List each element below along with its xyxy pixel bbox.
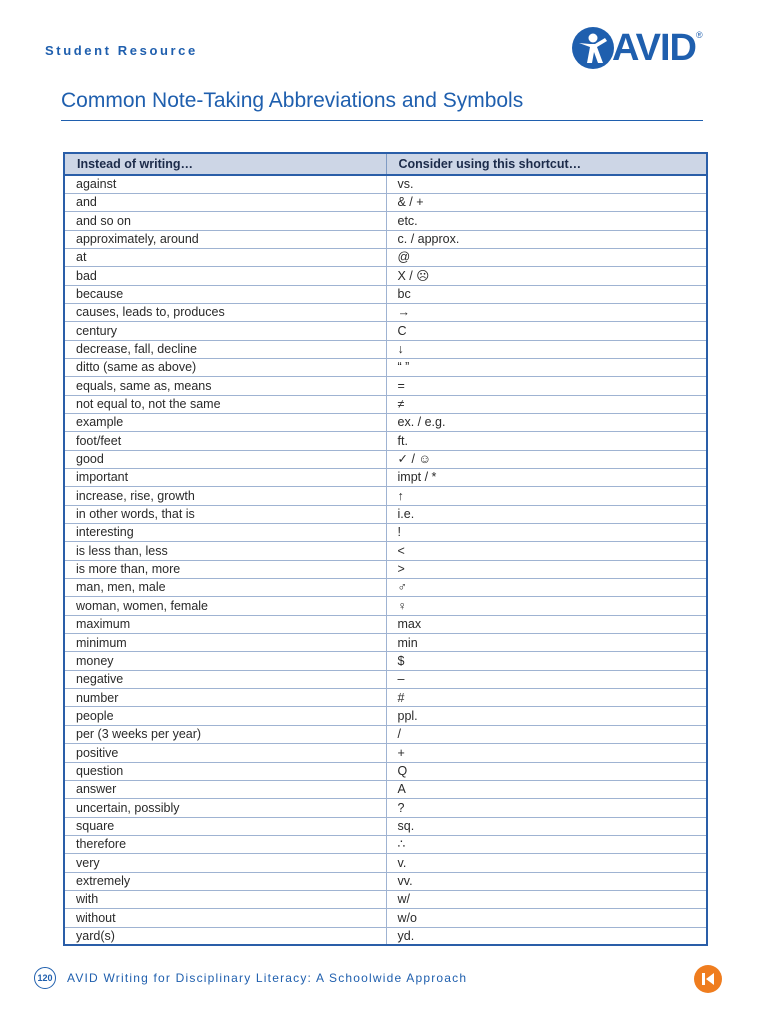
term-cell: interesting [64,524,386,542]
table-row [64,322,707,340]
shortcut-cell: ? [386,799,707,817]
table-row [64,835,707,853]
logo-wordmark: AVID [612,27,696,69]
table-row [64,542,707,560]
term-cell: approximately, around [64,230,386,248]
table-row [64,432,707,450]
term-cell: important [64,469,386,487]
term-cell: causes, leads to, produces [64,303,386,321]
shortcut-cell: – [386,670,707,688]
shortcut-cell: impt / * [386,469,707,487]
term-cell: with [64,890,386,908]
shortcut-cell: ↑ [386,487,707,505]
table-row [64,597,707,615]
term-cell: yard(s) [64,927,386,945]
table-row [64,212,707,230]
term-cell: and so on [64,212,386,230]
table-row [64,725,707,743]
term-cell: negative [64,670,386,688]
term-cell: question [64,762,386,780]
avid-figure-icon [570,25,616,71]
term-cell: money [64,652,386,670]
table-row [64,927,707,945]
shortcut-cell: vv. [386,872,707,890]
shortcut-cell: $ [386,652,707,670]
table-row [64,890,707,908]
term-cell: at [64,248,386,266]
table-row [64,872,707,890]
table-row [64,340,707,358]
term-cell: in other words, that is [64,505,386,523]
shortcut-cell: # [386,689,707,707]
table-row [64,413,707,431]
table-row [64,248,707,266]
term-cell: century [64,322,386,340]
shortcut-cell: min [386,634,707,652]
shortcut-cell: & / + [386,193,707,211]
term-cell: is more than, more [64,560,386,578]
shortcut-cell: / [386,725,707,743]
term-cell: man, men, male [64,579,386,597]
table-row [64,175,707,193]
shortcut-cell: vs. [386,175,707,193]
column-header-shortcut: Consider using this shortcut… [386,153,707,175]
shortcut-cell: ♂ [386,579,707,597]
table-row [64,744,707,762]
shortcut-cell: ♀ [386,597,707,615]
column-header-instead: Instead of writing… [64,153,386,175]
shortcut-cell: → [386,303,707,321]
term-cell: very [64,854,386,872]
table-row [64,670,707,688]
page-number-badge: 120 [34,967,56,989]
term-cell: minimum [64,634,386,652]
abbreviations-table [63,152,708,946]
shortcut-cell: < [386,542,707,560]
table-row [64,615,707,633]
shortcut-cell: sq. [386,817,707,835]
table-header-row [64,153,707,175]
table-row [64,303,707,321]
term-cell: people [64,707,386,725]
table-row [64,634,707,652]
shortcut-cell: max [386,615,707,633]
table-row [64,450,707,468]
section-label: Student Resource [45,43,198,58]
footer-title: AVID Writing for Disciplinary Literacy: A Schoolwide Approach [67,971,468,985]
term-cell: without [64,909,386,927]
term-cell: because [64,285,386,303]
table-row [64,817,707,835]
table-row [64,909,707,927]
page-title: Common Note-Taking Abbreviations and Symbols [61,89,524,112]
term-cell: maximum [64,615,386,633]
term-cell: therefore [64,835,386,853]
table-row [64,524,707,542]
table-row [64,193,707,211]
shortcut-cell: ↓ [386,340,707,358]
table-row [64,652,707,670]
table-row [64,285,707,303]
shortcut-cell: > [386,560,707,578]
table-row [64,854,707,872]
table-row [64,799,707,817]
table-body [64,175,707,945]
table-row [64,377,707,395]
term-cell: number [64,689,386,707]
term-cell: is less than, less [64,542,386,560]
registered-mark: ® [695,30,703,40]
shortcut-cell: ✓ / ☺ [386,450,707,468]
shortcut-cell: ! [386,524,707,542]
shortcut-cell: etc. [386,212,707,230]
term-cell: equals, same as, means [64,377,386,395]
shortcut-cell: ft. [386,432,707,450]
shortcut-cell: v. [386,854,707,872]
term-cell: foot/feet [64,432,386,450]
shortcut-cell: w/ [386,890,707,908]
term-cell: not equal to, not the same [64,395,386,413]
table-row [64,487,707,505]
table-row [64,505,707,523]
term-cell: against [64,175,386,193]
term-cell: decrease, fall, decline [64,340,386,358]
shortcut-cell: + [386,744,707,762]
table-row [64,560,707,578]
shortcut-cell: “ ” [386,358,707,376]
table-row [64,267,707,285]
shortcut-cell: ppl. [386,707,707,725]
term-cell: per (3 weeks per year) [64,725,386,743]
term-cell: answer [64,780,386,798]
shortcut-cell: ex. / e.g. [386,413,707,431]
term-cell: woman, women, female [64,597,386,615]
title-divider [61,120,703,121]
table-row [64,762,707,780]
term-cell: extremely [64,872,386,890]
table-row [64,230,707,248]
table-row [64,689,707,707]
term-cell: good [64,450,386,468]
term-cell: ditto (same as above) [64,358,386,376]
shortcut-cell: @ [386,248,707,266]
shortcut-cell: Q [386,762,707,780]
shortcut-cell: = [386,377,707,395]
term-cell: example [64,413,386,431]
shortcut-cell: ≠ [386,395,707,413]
term-cell: and [64,193,386,211]
term-cell: bad [64,267,386,285]
back-to-start-button[interactable] [694,965,722,993]
shortcut-cell: c. / approx. [386,230,707,248]
table-row [64,579,707,597]
back-to-start-icon [700,971,716,987]
shortcut-cell: bc [386,285,707,303]
avid-logo [570,24,710,72]
shortcut-cell: A [386,780,707,798]
term-cell: increase, rise, growth [64,487,386,505]
term-cell: uncertain, possibly [64,799,386,817]
shortcut-cell: X / ☹ [386,267,707,285]
term-cell: positive [64,744,386,762]
table-row [64,358,707,376]
term-cell: square [64,817,386,835]
table-row [64,780,707,798]
shortcut-cell: C [386,322,707,340]
shortcut-cell: yd. [386,927,707,945]
shortcut-cell: w/o [386,909,707,927]
shortcut-cell: ∴ [386,835,707,853]
table-row [64,469,707,487]
table-row [64,707,707,725]
shortcut-cell: i.e. [386,505,707,523]
table-row [64,395,707,413]
